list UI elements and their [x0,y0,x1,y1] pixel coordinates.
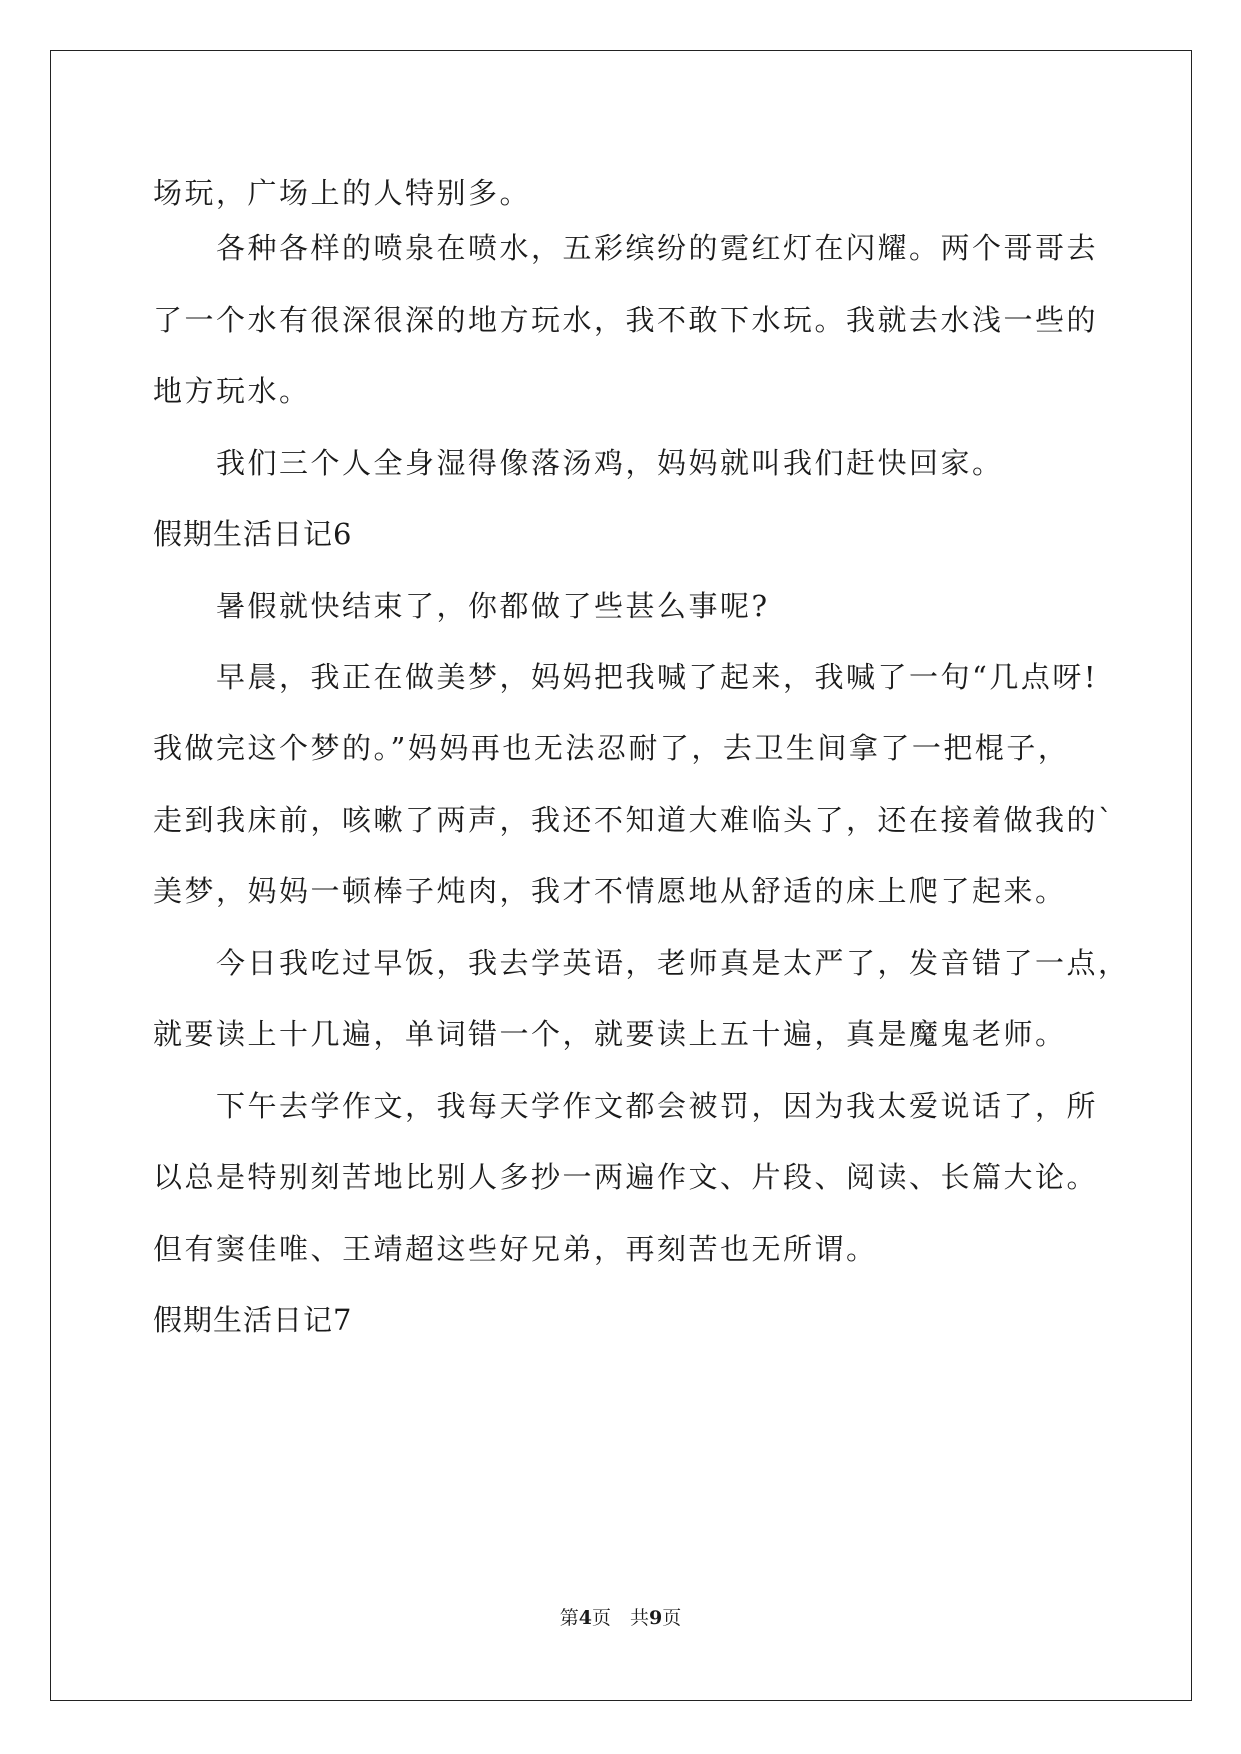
paragraph-line: 美梦，妈妈一顿棒子炖肉，我才不情愿地从舒适的床上爬了起来。 [153,874,1067,908]
paragraph-line: 各种各样的喷泉在喷水，五彩缤纷的霓红灯在闪耀。两个哥哥去 [216,231,1099,265]
paragraph-line: 走到我床前，咳嗽了两声，我还不知道大难临头了，还在接着做我的` [153,803,1116,837]
footer-prefix: 第 [559,1607,579,1629]
paragraph-line: 了一个水有很深很深的地方玩水，我不敢下水玩。我就去水浅一些的 [153,303,1099,337]
footer-middle: 页 共 [591,1607,649,1629]
paragraph-line: 但有窦佳唯、王靖超这些好兄弟，再刻苦也无所谓。 [153,1232,878,1266]
paragraph-line: 地方玩水。 [153,374,311,408]
paragraph-line: 以总是特别刻苦地比别人多抄一两遍作文、片段、阅读、长篇大论。 [153,1160,1099,1194]
paragraph-line: 就要读上十几遍，单词错一个，就要读上五十遍，真是魔鬼老师。 [153,1017,1067,1051]
section-heading: 假期生活日记7 [153,1303,353,1337]
paragraph-line: 暑假就快结束了，你都做了些甚么事呢? [216,589,770,623]
section-heading: 假期生活日记6 [153,517,353,551]
paragraph-line: 我做完这个梦的。”妈妈再也无法忍耐了，去卫生间拿了一把棍子， [153,731,1070,765]
current-page-number: 4 [578,1607,592,1629]
paragraph-line: 下午去学作文，我每天学作文都会被罚，因为我太爱说话了，所 [216,1089,1099,1123]
paragraph-line: 今日我吃过早饭，我去学英语，老师真是太严了，发音错了一点， [216,946,1130,980]
paragraph-line: 早晨，我正在做美梦，妈妈把我喊了起来，我喊了一句“几点呀! [216,660,1098,694]
paragraph-line: 我们三个人全身湿得像落汤鸡，妈妈就叫我们赶快回家。 [216,446,1004,480]
page-number-footer [0,1606,1241,1630]
total-page-number: 9 [649,1607,663,1629]
footer-suffix: 页 [662,1607,682,1629]
paragraph-line: 场玩，广场上的人特别多。 [153,176,532,210]
